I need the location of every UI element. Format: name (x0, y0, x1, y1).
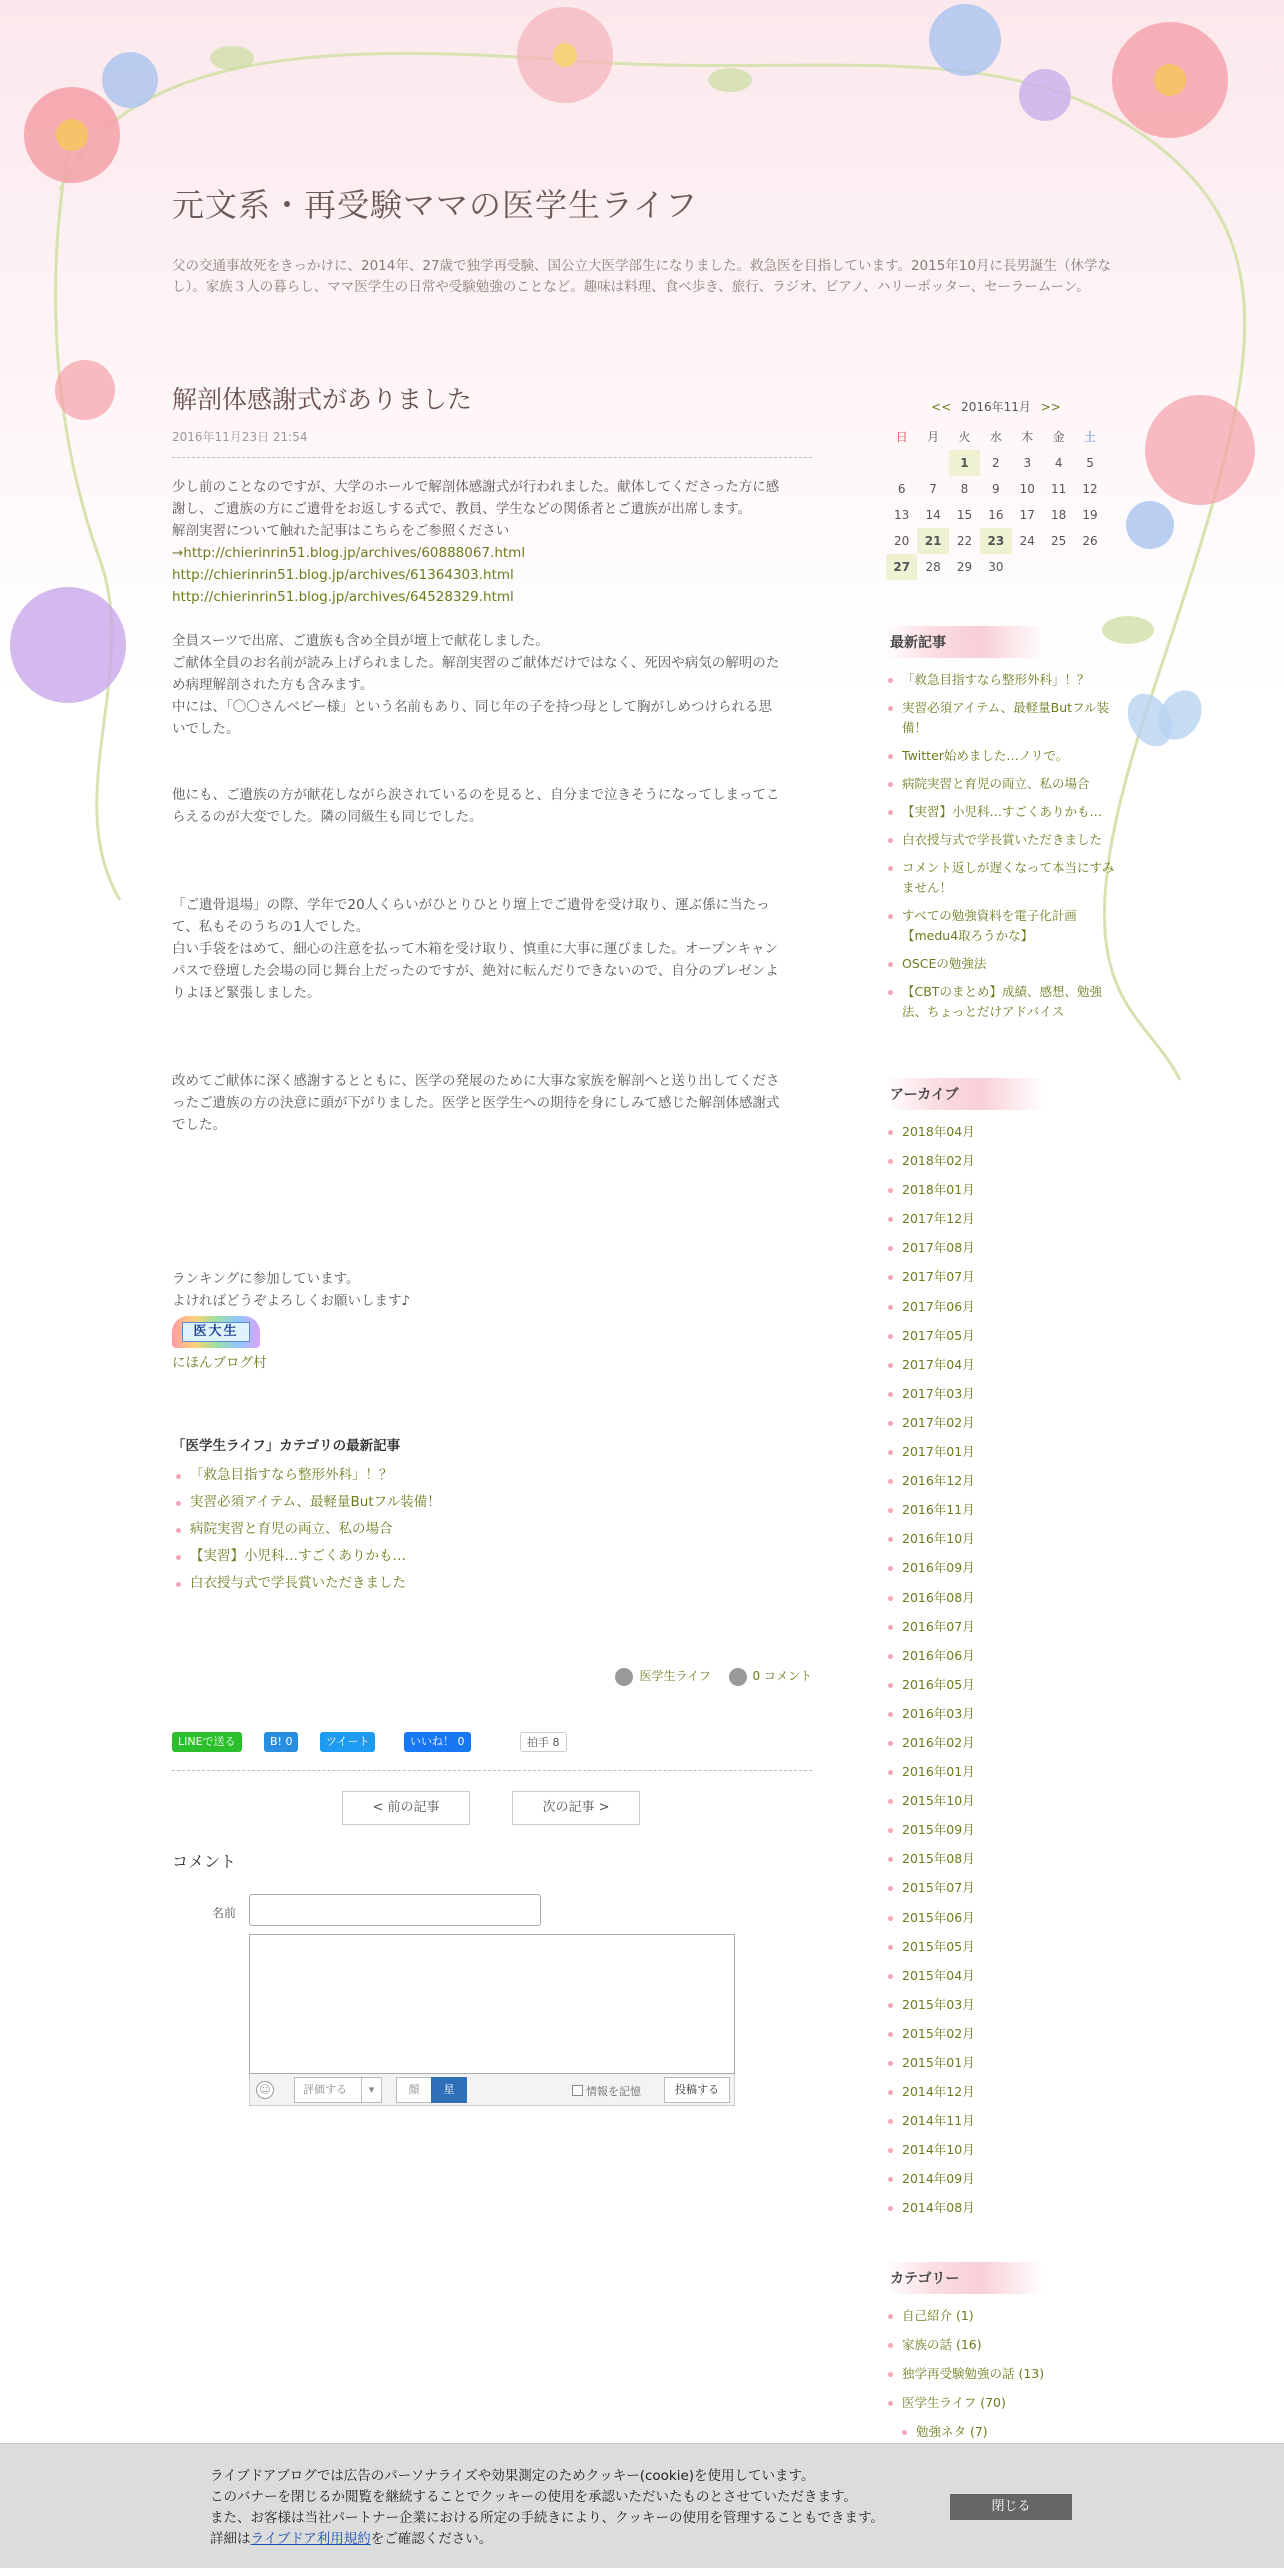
calendar-day: 30 (988, 560, 1004, 574)
terms-link[interactable]: ライブドア利用規約 (250, 2531, 371, 2547)
cookie-text (210, 2466, 884, 2550)
ranking-text: ランキングに参加しています。 (172, 1271, 360, 1287)
hatena-bookmark-button[interactable]: B! 0 (264, 1732, 298, 1752)
article-date: 2016年11月23日 21:54 (172, 430, 308, 444)
archives-list (886, 1122, 1116, 2218)
category-latest-list (172, 1462, 812, 1597)
calendar-empty-cell (917, 450, 948, 476)
divider (172, 1770, 812, 1771)
calendar-day: 12 (1082, 482, 1098, 496)
calendar-weekday: 水 (989, 430, 1002, 444)
calendar-grid (886, 424, 1106, 580)
recent-post-link[interactable]: 【実習】小児科…すごくありかも… (886, 802, 1116, 822)
archive-month-link[interactable]: 2016年12月 (886, 1471, 1116, 1491)
badge-label: 医大生 (182, 1322, 250, 1342)
body-text: 解剖実習について触れた記事はこちらをご参照ください (172, 523, 510, 539)
share-buttons (172, 1732, 812, 1754)
body-text: パスで登壇した会場の同じ舞台上だったのですが、絶対に転んだりできないので、自分のプレゼンよ (172, 963, 779, 979)
folder-icon (615, 1668, 633, 1686)
archive-month-link[interactable]: 2015年06月 (886, 1908, 1116, 1928)
archive-month-link[interactable]: 2016年01月 (886, 1762, 1116, 1782)
recent-posts (886, 626, 1116, 1030)
calendar-empty-cell (1074, 554, 1105, 580)
comments-link[interactable] (729, 1667, 812, 1686)
article-body (172, 476, 812, 1374)
calendar-day: 19 (1082, 508, 1098, 522)
calendar-prev-link[interactable]: << (931, 400, 952, 414)
calendar (886, 398, 1106, 580)
calendar-day: 13 (894, 508, 910, 522)
divider (172, 457, 812, 458)
comment-section-title: コメント (172, 1851, 237, 1871)
archive-month-link[interactable]: 2016年06月 (886, 1646, 1116, 1666)
archive-month-link[interactable]: 2014年12月 (886, 2082, 1116, 2102)
archive-month-link[interactable]: 2017年07月 (886, 1267, 1116, 1287)
calendar-day: 7 (929, 482, 937, 496)
calendar-day: 29 (956, 560, 973, 574)
recent-post-link[interactable]: 病院実習と育児の両立、私の場合 (886, 774, 1116, 794)
ranking-badge[interactable] (172, 1316, 260, 1348)
recent-posts-list (886, 670, 1116, 1022)
calendar-empty-cell (886, 450, 917, 476)
calendar-weekday: 月 (927, 430, 940, 444)
article-title[interactable]: 解剖体感謝式がありました (172, 385, 473, 414)
archive-month-link[interactable]: 2017年12月 (886, 1209, 1116, 1229)
archive-month-link[interactable]: 2015年03月 (886, 1995, 1116, 2015)
calendar-day[interactable]: 27 (886, 554, 917, 580)
calendar-day: 6 (897, 482, 906, 496)
archive-month-link[interactable]: 2015年02月 (886, 2024, 1116, 2044)
calendar-day: 25 (1051, 534, 1067, 548)
checkbox-icon (572, 2085, 583, 2096)
comment-count: 0 コメント (752, 1669, 812, 1683)
archive-month-link[interactable]: 2014年10月 (886, 2140, 1116, 2160)
categories-title: カテゴリー (886, 2262, 1044, 2294)
category-link[interactable]: 自己紹介 (1) (886, 2306, 1116, 2326)
calendar-day[interactable]: 1 (949, 450, 980, 476)
archive-month-link[interactable]: 2014年11月 (886, 2111, 1116, 2131)
cookie-text-post: をご確認ください。 (370, 2531, 493, 2547)
calendar-day: 4 (1054, 456, 1063, 470)
archive-month-link[interactable]: 2017年06月 (886, 1297, 1116, 1317)
archive-month-link[interactable]: 2014年08月 (886, 2198, 1116, 2218)
article-meta (172, 1667, 812, 1686)
calendar-day: 20 (894, 534, 910, 548)
remember-checkbox[interactable] (572, 2083, 641, 2099)
name-label: 名前 (212, 1905, 237, 1920)
prev-article-button[interactable]: < 前の記事 (342, 1791, 470, 1825)
calendar-day: 8 (960, 482, 969, 496)
calendar-day: 18 (1051, 508, 1067, 522)
category-latest-title: 「医学生ライフ」カテゴリの最新記事 (172, 1438, 401, 1454)
article-link[interactable]: →http://chierinrin51.blog.jp/archives/60888067.html (172, 545, 526, 561)
archive-month-link[interactable]: 2017年05月 (886, 1326, 1116, 1346)
body-text: 改めてご献体に深く感謝するとともに、医学の発展のために大事な家族を解剖へと送り出してくださ (172, 1073, 780, 1089)
calendar-day: 9 (992, 482, 1000, 496)
site-description: 父の交通事故死をきっかけに、2014年、27歳で独学再受験、国公立大医学部生になりました。救急医を目指しています。2015年10月に長男誕生（休学なし）。家族３人の暮らし、ママ医学生の日常や受験勉強のことなど。趣味は料理、食べ歩き、旅行、ラジオ、ピアノ、ハリーポッター、セーラームーン。 (172, 258, 1111, 295)
archive-month-link[interactable]: 2016年07月 (886, 1617, 1116, 1637)
calendar-empty-cell (1043, 554, 1074, 580)
calendar-weekday: 金 (1052, 430, 1065, 444)
body-text: 白い手袋をはめて、細心の注意を払って木箱を受け取り、慎重に大事に運びました。オープンキャン (172, 941, 779, 957)
line-share-button[interactable]: LINEで送る (172, 1732, 242, 1752)
calendar-day[interactable]: 23 (980, 528, 1011, 554)
calendar-weekday: 土 (1084, 430, 1097, 444)
archive-month-link[interactable]: 2017年03月 (886, 1384, 1116, 1404)
cookie-close-button[interactable]: 閉じる (950, 2494, 1072, 2520)
archive-month-link[interactable]: 2015年09月 (886, 1820, 1116, 1840)
name-input[interactable] (249, 1894, 541, 1926)
category-link[interactable]: 医学生ライフ (70) (886, 2393, 1116, 2413)
comment-form (172, 1892, 812, 2132)
article-link[interactable]: http://chierinrin51.blog.jp/archives/61364303.html (172, 567, 514, 583)
calendar-day: 3 (1023, 456, 1032, 470)
archive-month-link[interactable]: 2015年07月 (886, 1878, 1116, 1898)
archive-month-link[interactable]: 2014年09月 (886, 2169, 1116, 2189)
rate-label: 評価する (303, 2082, 347, 2096)
calendar-weekday: 日 (895, 430, 908, 444)
archive-month-link[interactable]: 2016年05月 (886, 1675, 1116, 1695)
site-title[interactable]: 元文系・再受験ママの医学生ライフ (172, 186, 699, 224)
archive-month-link[interactable]: 2016年08月 (886, 1588, 1116, 1608)
submit-comment-button[interactable]: 投稿する (664, 2077, 730, 2103)
archive-month-link[interactable]: 2017年08月 (886, 1238, 1116, 1258)
category-latest-item[interactable]: 実習必須アイテム、最軽量Butフル装備！ (172, 1489, 812, 1516)
archive-month-link[interactable]: 2015年05月 (886, 1937, 1116, 1957)
body-text: ご献体全員のお名前が読み上げられました。解剖実習のご献体だけではなく、死因や病気の解明のた (172, 655, 780, 671)
cookie-line: このバナーを閉じるか閲覧を継続することでクッキーの使用を承認いただいたものとさせていただきます。 (210, 2489, 857, 2505)
category-label: 医学生ライフ (639, 1669, 711, 1683)
calendar-empty-cell (1012, 554, 1043, 580)
category-link[interactable]: 独学再受験勉強の話 (13) (886, 2364, 1116, 2384)
article-category-link[interactable] (615, 1667, 710, 1686)
calendar-month: 2016年11月 (961, 400, 1031, 414)
body-text: め病理解剖された方も含みます。 (172, 677, 374, 693)
archive-month-link[interactable]: 2017年02月 (886, 1413, 1116, 1433)
archive-month-link[interactable]: 2015年10月 (886, 1791, 1116, 1811)
ranking-text: よければどうぞよろしくお願いします♪ (172, 1293, 411, 1309)
cookie-line (210, 2529, 884, 2550)
calendar-day: 15 (956, 508, 973, 522)
calendar-weekday: 木 (1021, 430, 1034, 444)
emoji-icon[interactable]: ☺ (256, 2081, 274, 2099)
category-link[interactable]: 家族の話 (16) (886, 2335, 1116, 2355)
calendar-day: 22 (956, 534, 973, 548)
body-text: 他にも、ご遺族の方が献花しながら涙されているのを見ると、自分まで泣きそうになってしまってこ (172, 787, 780, 803)
body-text: 謝し、ご遺族の方にご遺骨をお返しする式で、教員、学生などの関係者とご遺族が出席します。 (172, 501, 752, 517)
category-latest-item[interactable]: 【実習】小児科…すごくありかも… (172, 1543, 812, 1570)
comment-icon (729, 1668, 747, 1686)
recent-post-link[interactable]: コメント返しが遅くなって本当にすみません！ (886, 858, 1116, 898)
article-pager (172, 1791, 812, 1831)
calendar-day: 28 (925, 560, 941, 574)
recent-posts-title: 最新記事 (886, 626, 1044, 658)
rating-face-toggle[interactable]: 顔 (396, 2077, 432, 2103)
recent-post-link[interactable]: 実習必須アイテム、最軽量Butフル装備！ (886, 698, 1116, 738)
archive-month-link[interactable]: 2016年10月 (886, 1529, 1116, 1549)
calendar-weekday: 火 (958, 430, 971, 444)
calendar-header (886, 398, 1106, 418)
body-text: 全員スーツで出席、ご遺族も含め全員が壇上で献花しました。 (172, 633, 549, 649)
calendar-day: 24 (1019, 534, 1035, 548)
recent-post-link[interactable]: Twitter始めました…ノリで。 (886, 746, 1116, 766)
cookie-text-pre: 詳細は (210, 2531, 251, 2547)
archive-month-link[interactable]: 2016年11月 (886, 1500, 1116, 1520)
archives-title: アーカイブ (886, 1078, 1044, 1110)
categories-list (886, 2306, 1116, 2442)
archive-month-link[interactable]: 2015年08月 (886, 1849, 1116, 1869)
cookie-banner (0, 2443, 1284, 2568)
archive-month-link[interactable]: 2018年02月 (886, 1151, 1116, 1171)
archive-month-link[interactable]: 2016年02月 (886, 1733, 1116, 1753)
archive-month-link[interactable]: 2016年03月 (886, 1704, 1116, 1724)
article-link[interactable]: http://chierinrin51.blog.jp/archives/64528329.html (172, 589, 514, 605)
chevron-down-icon: ▾ (361, 2078, 381, 2102)
tweet-button[interactable]: ツイート (320, 1732, 375, 1752)
body-text: 少し前のことなのですが、大学のホールで解剖体感謝式が行われました。献体してくださった方に感 (172, 479, 780, 495)
body-text: らえるのが大変でした。隣の同級生も同じでした。 (172, 809, 483, 825)
body-text: て、私もそのうちの1人でした。 (172, 919, 370, 935)
category-link[interactable]: 勉強ネタ (7) (886, 2422, 1116, 2442)
cookie-line: また、お客様は当社パートナー企業における所定の手続きにより、クッキーの使用を管理することもできます。 (210, 2510, 884, 2526)
comment-textarea[interactable] (249, 1934, 735, 2074)
facebook-like-button[interactable]: いいね！ 0 (404, 1732, 471, 1752)
body-text: でした。 (172, 1117, 226, 1133)
calendar-day: 10 (1019, 482, 1035, 496)
archive-month-link[interactable]: 2016年09月 (886, 1558, 1116, 1578)
recent-post-link[interactable]: OSCEの勉強法 (886, 954, 1116, 974)
archive-month-link[interactable]: 2015年01月 (886, 2053, 1116, 2073)
recent-post-link[interactable]: 「救急目指すなら整形外科」！？ (886, 670, 1116, 690)
category-latest-item[interactable]: 白衣授与式で学長賞いただきました (172, 1570, 812, 1597)
calendar-day[interactable]: 21 (917, 528, 948, 554)
archives (886, 1078, 1116, 2228)
remember-label: 情報を記憶 (586, 2084, 641, 2098)
cookie-line: ライブドアブログでは広告のパーソナライズや効果測定のためクッキー(cookie)を使用しています。 (210, 2468, 815, 2484)
categories (886, 2262, 1116, 2451)
archive-month-link[interactable]: 2018年04月 (886, 1122, 1116, 1142)
recent-post-link[interactable]: すべての勉強資料を電子化計画【medu4取ろうかな】 (886, 906, 1116, 946)
recent-post-link[interactable]: 白衣授与式で学長賞いただきました (886, 830, 1116, 850)
archive-month-link[interactable]: 2015年04月 (886, 1966, 1116, 1986)
calendar-day: 5 (1086, 456, 1094, 470)
body-text: ったご遺族の方の決意に頭が下がりました。医学と医学生への期待を身にしみて感じた解剖体感謝式 (172, 1095, 780, 1111)
body-text: 「ご遺骨退場」の際、学年で20人くらいがひとりひとり壇上でご遺骨を受け取り、運ぶ係に当たっ (172, 897, 770, 913)
next-article-button[interactable]: 次の記事 > (512, 1791, 640, 1825)
archive-month-link[interactable]: 2017年04月 (886, 1355, 1116, 1375)
recent-post-link[interactable]: 【CBTのまとめ】成績、感想、勉強法、ちょっとだけアドバイス (886, 982, 1116, 1022)
calendar-next-link[interactable]: >> (1040, 400, 1061, 414)
calendar-day: 16 (988, 508, 1004, 522)
clap-button[interactable]: 拍手 8 (520, 1732, 567, 1752)
calendar-day: 17 (1019, 508, 1035, 522)
archive-month-link[interactable]: 2018年01月 (886, 1180, 1116, 1200)
blog-village-link[interactable]: にほんブログ村 (172, 1355, 267, 1371)
body-text: 中には、「〇〇さんベビー様」という名前もあり、同じ年の子を持つ母として胸がしめつけられる思 (172, 699, 772, 715)
rate-dropdown[interactable] (294, 2077, 382, 2103)
body-text: いでした。 (172, 721, 240, 737)
calendar-day: 26 (1082, 534, 1098, 548)
calendar-day: 11 (1051, 482, 1067, 496)
archive-month-link[interactable]: 2017年01月 (886, 1442, 1116, 1462)
comment-toolbar (249, 2074, 735, 2106)
category-latest-item[interactable]: 「救急目指すなら整形外科」！？ (172, 1462, 812, 1489)
category-latest-item[interactable]: 病院実習と育児の両立、私の場合 (172, 1516, 812, 1543)
calendar-day: 14 (925, 508, 941, 522)
rating-star-toggle[interactable]: 星 (431, 2077, 467, 2103)
calendar-day: 2 (992, 456, 1000, 470)
body-text: りよほど緊張しました。 (172, 985, 321, 1001)
article (172, 380, 812, 2132)
